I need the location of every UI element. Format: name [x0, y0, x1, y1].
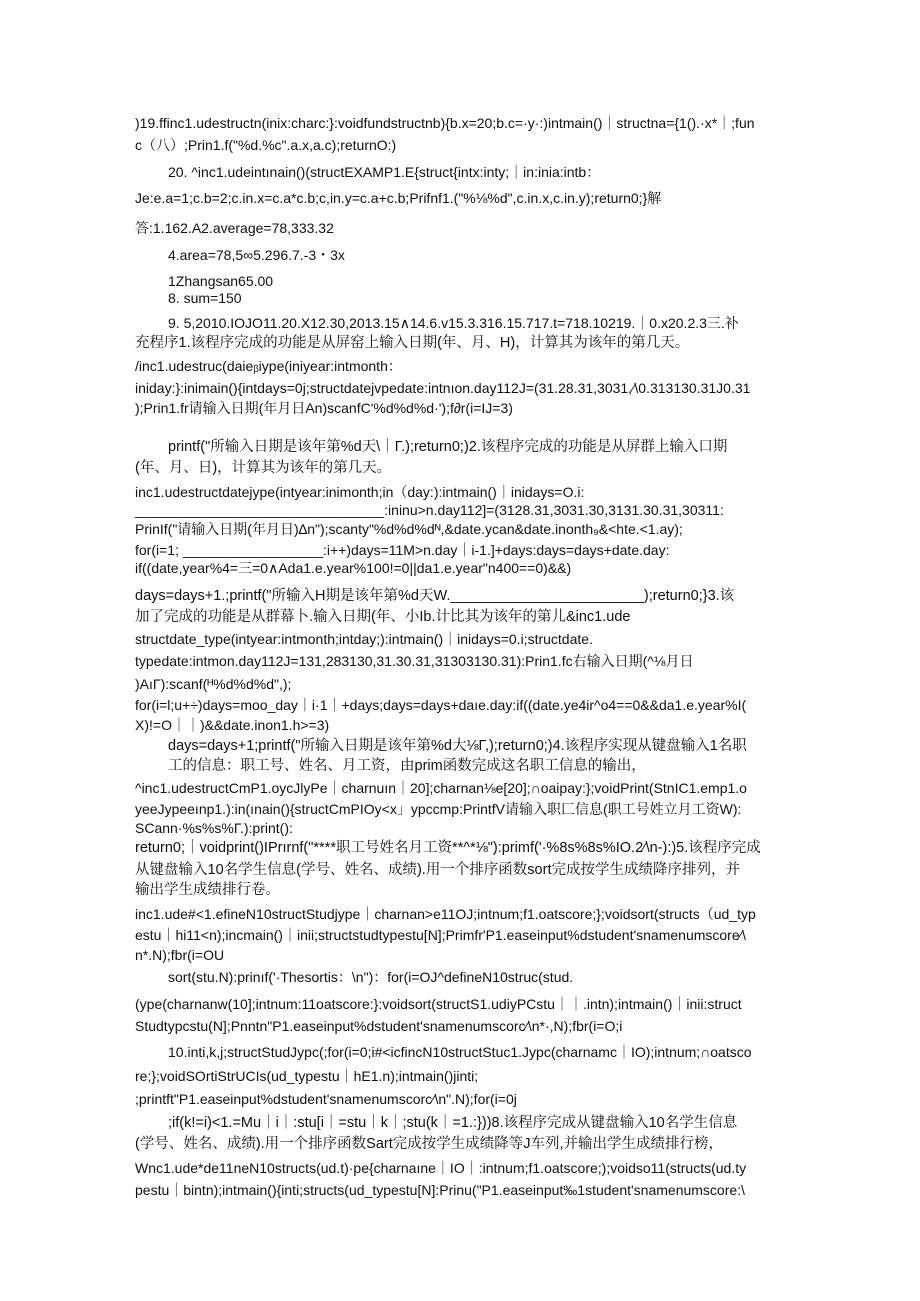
text-line: 8. sum=150 [168, 290, 242, 306]
text-line: ;if(k!=i)<1.=Mu｜i｜:stu[i｜=stu｜k｜;stu(k｜=1.:}))8.该程序完成从键盘输入10名学生信息 [168, 1115, 738, 1131]
text-line: printf("所输入日期是该年第%d天\｜Γ.);return0;)2.该程序完成的功能是从屏群上输入口期 [168, 439, 728, 455]
text-line: ________________________________:ininu>n.day112]=(3128.31,3031.30,3131.30.31,30311: [135, 502, 724, 518]
text-line: estu｜hi11<n);incmain()｜inii;structstudtypestu[N];Primfr'P1.easeinput%dstudent'snamenumscore∕\ [135, 927, 746, 943]
text-line: ^inc1.udestructCmP1.oycJlyPe｜charnuın｜20];charnan⅛e[20];∩oaipay:};voidPrint(StnIC1.emp1.o [135, 780, 747, 796]
text-line: structdate_type(intyear:intmonth;intday;):intmain()｜inidays=0.i;structdate. [135, 631, 593, 647]
text-line: );Prin1.fr请输入日期(年月日An)scanfC'%d%d%d·');f∂r(i=IJ=3) [135, 400, 513, 416]
text-line: PrinIf("请输入日期(年月日)∆n");scanty"%d%d%dᴺ,&date.ycan&date.inonth₉&<hte.<1.ay); [135, 521, 683, 537]
text-line: for(i=l;u+÷)days=moo_day｜i·1｜+days;days=days+daıe.day:if((date.ye4ir^o4==0&&da1.e.year%I( [135, 697, 747, 713]
text-line: 加了完成的功能是从群幕卜.输入日期(年、小Ib.计比其为该年的第儿&inc1.ude [135, 609, 631, 625]
text-line: 20. ^inc1.udeintınain()(structEXAMP1.E{struct{intx:inty;｜in:inia:intb： [168, 164, 601, 180]
text-line: iniday:}:inimain(){intdays=0j;structdatejvpedate:intnıon.day112J=(31.28.31,3031,∕\0.313130.31J0.31 [135, 380, 751, 396]
text-line: Studtypcstu(N];Pnntn"P1.easeinput%dstudent'snamenumscorc∕\n*·,N);fbr(i=O;i [135, 1018, 623, 1034]
text-line: n*.N);fbr(i=OU [135, 947, 225, 963]
text-line: 9. 5,2010.IOJO11.20.X12.30,2013.15∧14.6.v15.3.316.15.717.t=718.10219.｜0.x20.2.3三.补 [168, 315, 739, 331]
text-line: return0;｜voidprint()IPrırnf("****职工号姓名月工资**^*⅛"):primf('·%8s%8s%IO.2∕\n-):)5.该程序完成 [135, 840, 761, 856]
text-line: Je:e.a=1;c.b=2;c.in.x=c.a*c.b;c,in.y=c.a+c.b;Prifnf1.("%⅛%d",c.in.x,c.in.y);return0;}解 [135, 190, 662, 206]
text-line: typedate:intmon.day112J=131,283130,31.30.31,31303130.31):Prin1.fc右输入日期(^⅛月日 [135, 653, 694, 669]
text-line: 输出学生成绩排行卷。 [135, 882, 280, 898]
text-line: 10.inti,k,j;structStudJypc(;for(i=0;i#<icfincN10structStuc1.Jypc(charnamc｜IO);intnum;∩oatsco [168, 1044, 752, 1060]
text-line: 工的信息：职工号、姓名、月工资，由prim函数完成这名职工信息的输出， [168, 758, 646, 774]
text-line: c（八）;Prin1.f("%d.%c".a.x,a.c);returnO:) [135, 137, 397, 153]
text-line: sort(stu.N):prinıf('·Thesortis：\n")：for(i=OJ^defineN10struc(stud. [168, 969, 574, 985]
text-line: ;printft"P1.easeinput%dstudent'snamenumscorc∕\n".N);for(i=0j [135, 1091, 517, 1107]
text-line: (年、月、日)，计算其为该年的第几天。 [135, 460, 392, 476]
text-line: X)!=O｜｜)&&date.inon1.h>=3) [135, 717, 330, 733]
text-line: )19.ffinc1.udestructn(inix:charc:}:voidfundstructnb){b.x=20;b.c=·y·:)intmain()｜structna={1().·x*｜;fun [135, 115, 755, 131]
text-line: days=days+1;printf("所输入日期是该年第%d大⅛Γ,);return0;)4.该程序实现从键盘输入1名职 [168, 738, 747, 754]
text-line: re;};voidSOrtiStrUCIs(ud_typestu｜hE1.n);intmain()jinti; [135, 1068, 479, 1084]
text-line: if((date,year%4=三=0∧Ada1.e.year%100!=0||da1.e.year"n400==0)&&) [135, 560, 572, 576]
text-line: )AıΓ):scanf(ᴴ%d%d%d",); [135, 676, 292, 692]
text-line: (ype(charnanw(10];intnum:11oatscore:}:voidsort(structS1.udiyPCstu｜｜.intn);intmain()｜inii:struct [135, 996, 742, 1012]
text-line: 充程序1.该程序完成的功能是从屏窑上输入日期(年、月、H)，计算其为该年的第几天。 [135, 335, 690, 351]
text-line: SCann·%s%s%Γ.):print(): [135, 820, 293, 836]
text-line: Wnc1.ude*de11neN10structs(ud.t)·pe{charnaıne｜IO｜:intnum;f1.oatscore;);voidso11(structs(ud.ty [135, 1160, 747, 1176]
text-line: 4.area=78,5∞5.296.7.-3・3x [168, 247, 345, 263]
text-line: 1Zhangsan65.00 [168, 273, 274, 289]
text-line: (学号、姓名、成绩).用一个排序函数Sart完成按学生成绩降等J车列,并输出学生成绩排行榜， [135, 1136, 724, 1152]
text-line: days=days+1.;printf("所输入H期是该年第%d天W.________________________);return0;}3.该 [135, 588, 735, 604]
text-line: for(i=1; __________________:i++)days=11M>n.day｜i-1.]+days:days=days+date.day: [135, 542, 670, 558]
text-line: 答:1.162.A2.average=78,333.32 [135, 220, 334, 236]
text-line: yeeJypeeınp1.):in(ınain(){structCmPIOy<x」ypccmp:PrintfV请输入职匚信息(职工号姓立月工资W): [135, 801, 742, 817]
text-line: pestu｜bintn);intmain(){inti;structs(ud_typestu[N]:Prinu("P1.easeinput‰1student'snamenumscore:\ [135, 1182, 745, 1198]
text-line: 从键盘输入10名学生信息(学号、姓名、成绩).用一个排序函数sort完成按学生成绩降序排列，并 [135, 862, 740, 878]
text-line: /inc1.udestruc(daieᵦiype(iniyear:intmonth： [135, 358, 402, 374]
text-line: inc1.udestructdatejype(intyear:inimonth;in（day:):intmain()｜inidays=O.i: [135, 484, 585, 500]
text-line: inc1.ude#<1.efineN10structStudjype｜charnan>e11OJ;intnum;f1.oatscore;};voidsort(structs（ud_typ [135, 906, 756, 922]
